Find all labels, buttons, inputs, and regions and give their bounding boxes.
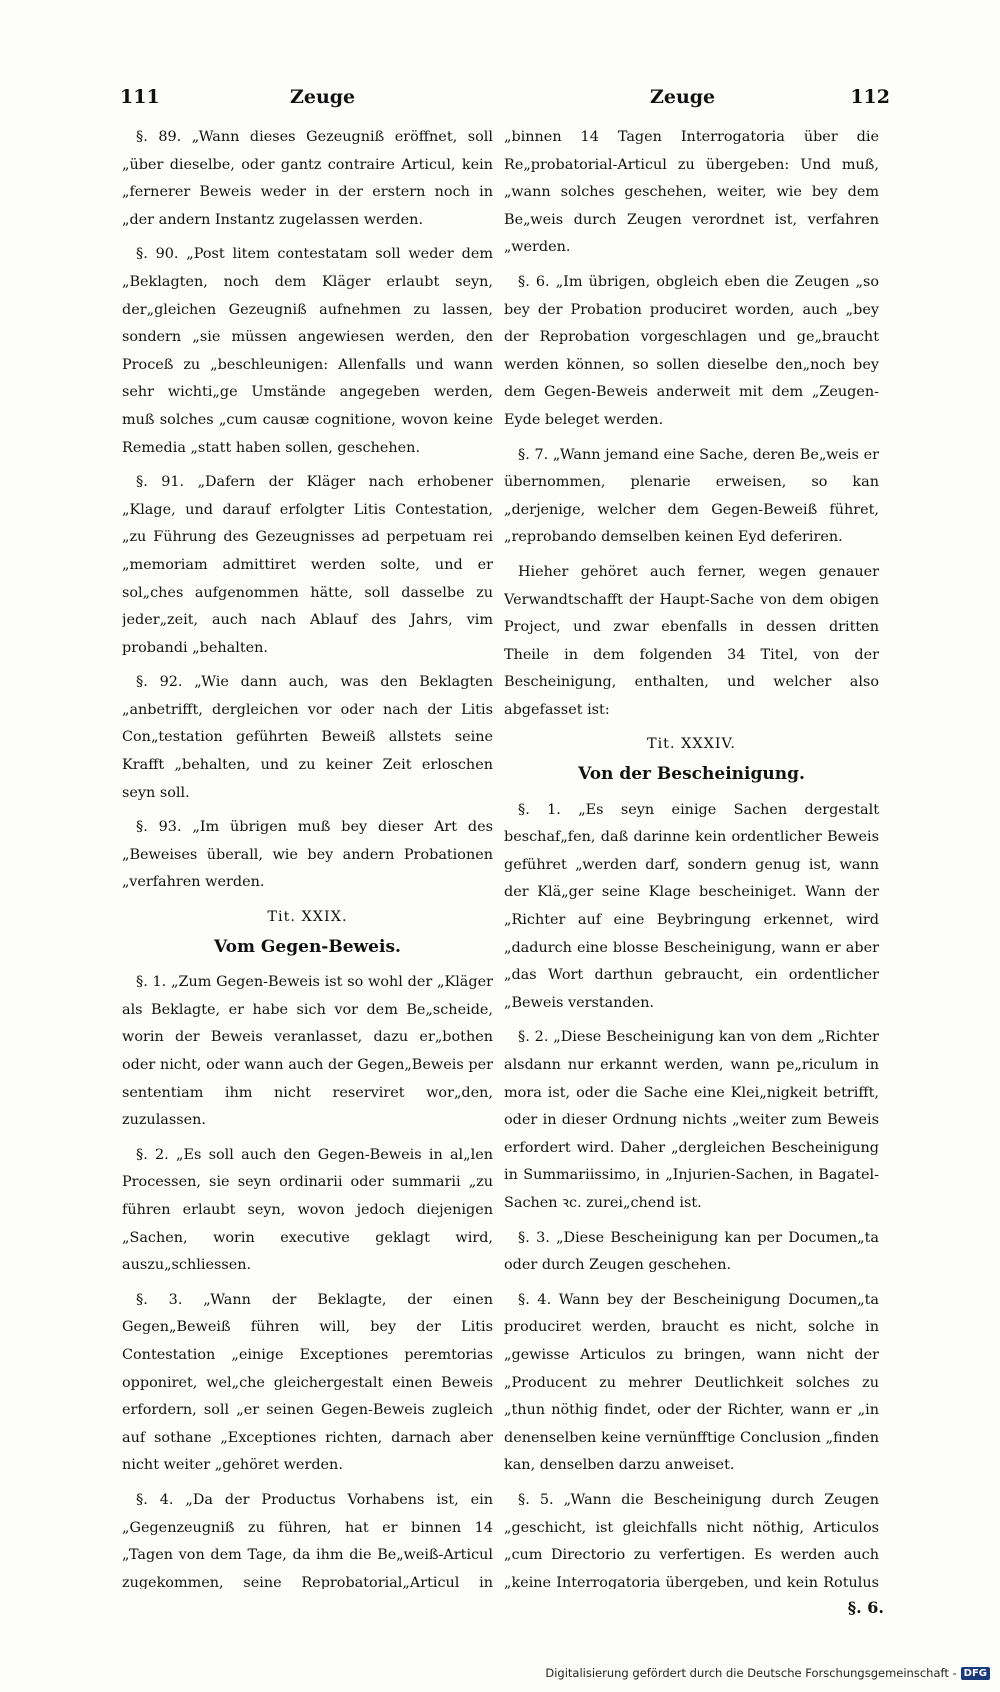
footer-credit bbox=[545, 1666, 990, 1680]
paragraph: §. 4. „Da der Productus Vorhabens ist, ein „Gegenzeugniß zu führen, hat er binnen 14 „Tagen von dem Tage, da ihm die Be„weiß-Articul zugekommen, seine Reprobatorial„Articul in bbox=[122, 1491, 493, 1589]
footer-text: Digitalisierung gefördert durch die Deutsche Forschungsgemeinschaft - bbox=[545, 1666, 957, 1680]
page-header bbox=[120, 86, 890, 116]
section-heading: Vom Gegen-Beweis. bbox=[214, 936, 401, 957]
left-column bbox=[122, 124, 493, 1589]
paragraph: §. 1. „Es seyn einige Sachen dergestalt beschaf„fen, daß darinne kein ordentlicher Beweis geführet „werden darf, sondern genug ist, wann der Klä„ger seine Klage bescheiniget. Wann der „Richter auf eine Beybringung erkennet, wird „dadurch eine blosse Bescheinigung, wann er aber „das Wort darthun gebraucht, ein ordentlicher „Beweis verstanden. bbox=[504, 801, 879, 1011]
section-heading: Von der Bescheinigung. bbox=[578, 764, 805, 785]
paragraph: §. 90. „Post litem contestatam soll weder dem „Beklagten, noch dem Kläger erlaubt seyn, der„gleichen Gezeugniß aufnehmen zu lassen, sondern „sie müssen angewiesen werden, den Proceß zu „beschleunigen: Allenfalls und wann sehr wichti„ge Umstände angegeben werden, muß solches „cum causæ cognitione, wovon keine Remedia „statt haben sollen, geschehen. bbox=[122, 246, 493, 456]
paragraph: §. 1. „Zum Gegen-Beweis ist so wohl der „Kläger als Beklagte, er habe sich vor dem Be„scheide, worin der Beweis veranlasset, dazu er„bothen oder nicht, oder wann auch der Gegen„Beweis per sententiam ihm nicht reserviret wor„den, zuzulassen. bbox=[122, 974, 493, 1129]
paragraph: §. 4. Wann bey der Bescheinigung Documen„ta produciret werden, braucht es nicht, solche in „gewisse Articulos zu bringen, wann nicht der „Producent zu mehrer Deutlichkeit solches zu „thun nöthig findet, oder der Richter, wann er „in denenselben keine vernünfftige Conclusion „finden kan, denselben darzu anweiset. bbox=[504, 1291, 879, 1474]
paragraph: §. 3. „Wann der Beklagte, der einen Gegen„Beweiß führen will, bey der Litis Contestation „einige Exceptiones peremtorias opponiret, wel„che gleichergestalt einen Beweis erfordern, soll „er seinen Gegen-Beweis zugleich auf sothane „Exceptiones richten, darnach aber nicht weiter „gehöret werden. bbox=[122, 1291, 493, 1474]
paragraph: §. 91. „Dafern der Kläger nach erhobener „Klage, und darauf erfolgter Litis Contestation, „zu Führung des Gezeugnisses ad perpetuam rei „memoriam admittiret werden solte, und er sol„ches aufgenommen hätte, soll dasselbe zu jeder„zeit, auch nach Ablauf des Jahrs, vim probandi „behalten. bbox=[122, 474, 493, 656]
paragraph: §. 3. „Diese Bescheinigung kan per Documen„ta oder durch Zeugen geschehen. bbox=[504, 1229, 879, 1274]
section-title: Tit. XXXIV. bbox=[646, 736, 736, 753]
dfg-logo: DFG bbox=[961, 1667, 990, 1680]
right-column bbox=[504, 124, 879, 1589]
page-number-left: 111 bbox=[120, 86, 160, 108]
paragraph: §. 92. „Wie dann auch, was den Beklagten „anbetrifft, dergleichen vor oder nach der Litis Con„testation geführten Beweiß allstets seine Krafft „behalten, und zu keiner Zeit erloschen seyn soll. bbox=[122, 674, 493, 801]
paragraph: §. 89. „Wann dieses Gezeugniß eröffnet, soll „über dieselbe, oder gantz contraire Articul, kein „fernerer Beweis weder in der erstern noch in „der andern Instantz zugelassen werden. bbox=[122, 129, 493, 228]
catchword: §. 6. bbox=[847, 1598, 884, 1617]
page-number-right: 112 bbox=[850, 86, 890, 108]
section-title: Tit. XXIX. bbox=[267, 909, 348, 926]
paragraph: §. 2. „Es soll auch den Gegen-Beweis in al„len Processen, sie seyn ordinarii oder summarii „zu führen erlaubt seyn, wovon jedoch diejenigen „Sachen, worin executive geklagt wird, auszu„schliessen. bbox=[122, 1146, 493, 1274]
running-head-left: Zeuge bbox=[290, 86, 356, 108]
running-head-right: Zeuge bbox=[650, 86, 716, 108]
paragraph: §. 2. „Diese Bescheinigung kan von dem „Richter alsdann nur erkannt werden, wann pe„riculum in mora ist, oder die Sache eine Klei„nigkeit betrifft, oder in dieser Ordnung nichts „weiter zum Beweis erfordert wird. Daher „dergleichen Bescheinigung in Summariissimo, in „Injurien-Sachen, in Bagatel-Sachen ꝛc. zurei„chend ist. bbox=[504, 1029, 879, 1211]
paragraph: §. 5. „Wann die Bescheinigung durch Zeugen „geschicht, ist gleichfalls nicht nöthig, Articulos „cum Directorio zu verfertigen. Es werden auch „keine Interrogatoria übergeben, und kein Rotulus bbox=[504, 1491, 879, 1589]
paragraph: §. 6. „Im übrigen, obgleich eben die Zeugen „so bey der Probation produciret worden, auch „bey der Reprobation vorgeschlagen und ge„braucht werden können, so sollen dieselbe den„noch bey dem Gegen-Beweis anderweit mit dem „Zeugen-Eyde beleget werden. bbox=[504, 273, 879, 428]
paragraph: §. 7. „Wann jemand eine Sache, deren Be„weis er übernommen, plenarie erweisen, so kan „derjenige, welcher dem Gegen-Beweiß führet, „reprobando demselben keinen Eyd deferiren. bbox=[504, 446, 879, 546]
paragraph: Hieher gehöret auch ferner, wegen genauer Verwandtschafft der Haupt-Sache von dem obigen Project, und zwar ebenfalls in dessen dritten Theile in dem folgenden 34 Titel, von der Bescheinigung, enthalten, und welcher also abgefasset ist: bbox=[504, 563, 879, 718]
paragraph: „binnen 14 Tagen Interrogatoria über die Re„probatorial-Articul zu übergeben: Und muß, „wann solches geschehen, weiter, wie bey dem Be„weis durch Zeugen verordnet ist, verfahren „werden. bbox=[504, 129, 879, 256]
paragraph: §. 93. „Im übrigen muß bey dieser Art des „Beweises überall, wie bey andern Probationen „verfahren werden. bbox=[122, 819, 493, 891]
